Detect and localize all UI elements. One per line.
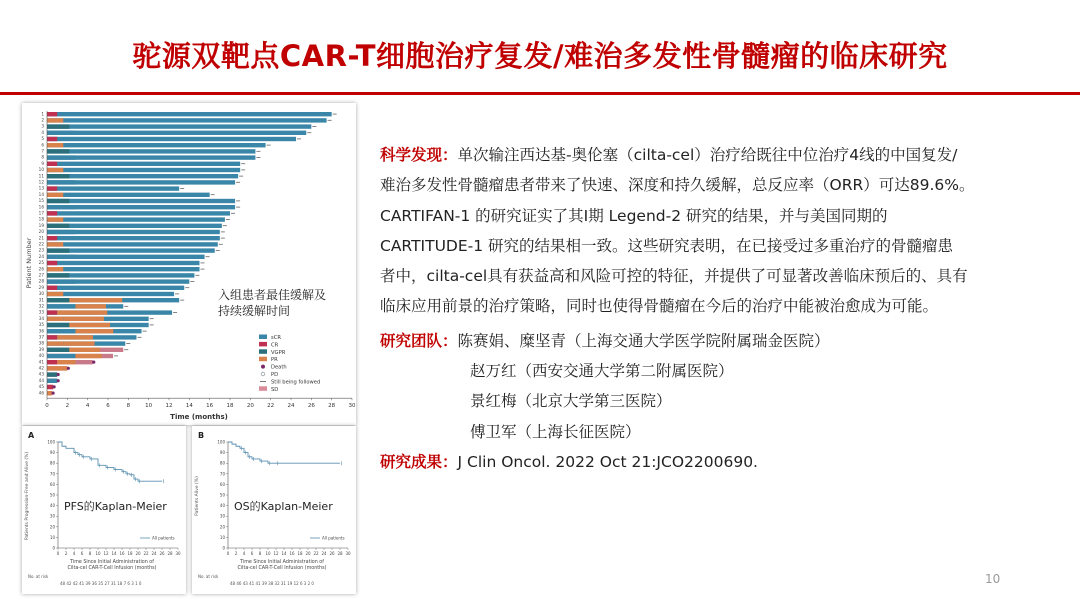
- swimmer-bar-segment: [69, 298, 122, 302]
- swimmer-x-tick-label: 2: [65, 403, 70, 410]
- swimmer-bar-segment: [47, 310, 57, 314]
- km-x-tick-label: 0: [56, 551, 60, 556]
- swimmer-row-number: 27: [38, 272, 44, 278]
- km-x-tick-label: 30: [175, 551, 181, 556]
- swimmer-bar-segment: [47, 211, 57, 215]
- team-member-2: 赵万红（西安交通大学第二附属医院）: [470, 362, 734, 381]
- swimmer-bar: [47, 174, 238, 178]
- swimmer-plot-figure: [22, 103, 356, 425]
- swimmer-bar: [47, 162, 240, 166]
- swimmer-bar: [47, 236, 220, 240]
- swimmer-row-number: 39: [38, 346, 44, 352]
- swimmer-x-tick-label: 20: [246, 403, 254, 410]
- swimmer-bar-segment: [47, 236, 57, 240]
- swimmer-death-marker: [51, 392, 54, 395]
- swimmer-row-number: 20: [38, 229, 44, 235]
- swimmer-row-number: 31: [38, 297, 44, 303]
- swimmer-row-number: 34: [38, 315, 44, 321]
- km-x-tick-label: 28: [337, 551, 343, 556]
- km-legend-label: All patients: [322, 535, 345, 541]
- swimmer-bar-segment: [47, 286, 57, 290]
- swimmer-bar-segment: [47, 317, 63, 321]
- swimmer-row-number: 10: [38, 167, 44, 173]
- swimmer-bar: [47, 242, 218, 246]
- swimmer-bar-segment: [75, 304, 106, 308]
- swimmer-bar-segment: [47, 242, 63, 246]
- km-y-label: Patients Progression-Free and Alive (%): [25, 451, 30, 541]
- swimmer-bar-segment: [47, 261, 57, 265]
- km-x-tick-label: 2: [64, 551, 68, 556]
- swimmer-row-number: 24: [38, 253, 44, 259]
- swimmer-bar-segment: [47, 279, 75, 283]
- swimmer-bar: [47, 112, 332, 116]
- swimmer-x-tick-label: 18: [226, 403, 234, 410]
- swimmer-annotation-line2: 持续缓解时间: [218, 304, 291, 318]
- km-panel-label: A: [28, 431, 35, 440]
- finding-line-5: 者中，cilta-cel具有获益高和风险可控的特征，并提供了可显著改善临床预后的、具有: [380, 267, 968, 286]
- swimmer-legend-label: SD: [271, 386, 279, 393]
- km-x-tick-label: 10: [95, 551, 101, 556]
- swimmer-bar-segment: [47, 131, 75, 135]
- team-line-1: [380, 326, 1060, 356]
- km-x-tick-label: 14: [111, 551, 117, 556]
- swimmer-row-number: 26: [38, 266, 44, 272]
- swimmer-bar-segment: [63, 341, 94, 345]
- swimmer-bar-segment: [57, 335, 93, 339]
- swimmer-row-number: 35: [38, 322, 44, 328]
- km-x-tick-label: 24: [321, 551, 327, 556]
- swimmer-bar-segment: [47, 255, 75, 259]
- swimmer-bar-segment: [47, 155, 75, 159]
- km-y-tick-label: 10: [49, 534, 55, 540]
- km-y-tick-label: 30: [49, 513, 55, 519]
- km-pfs-chart: [22, 426, 186, 594]
- swimmer-legend-label: PR: [271, 357, 278, 364]
- swimmer-bar-segment: [47, 124, 69, 128]
- km-y-tick-label: 50: [49, 492, 55, 498]
- swimmer-row-number: 45: [38, 384, 44, 390]
- swimmer-legend-swatch: [259, 335, 267, 340]
- km-at-risk: 48 42 42 41 39 36 35 27 31 18 7 6 3 1 0: [60, 581, 142, 586]
- swimmer-bar-segment: [63, 317, 104, 321]
- swimmer-bar: [47, 193, 210, 197]
- finding-line-3: CARTIFAN-1 的研究证实了其Ⅰ期 Legend-2 研究的结果，并与美国同期的: [380, 206, 888, 225]
- swimmer-bar: [47, 248, 215, 252]
- swimmer-bar: [47, 199, 235, 203]
- swimmer-bar-segment: [47, 348, 69, 352]
- result-line: [380, 447, 1060, 477]
- swimmer-bar: [47, 155, 255, 159]
- swimmer-bar: [47, 168, 240, 172]
- swimmer-row-number: 4: [41, 129, 44, 135]
- swimmer-bar-segment: [47, 205, 75, 209]
- swimmer-x-tick-label: 10: [145, 403, 153, 410]
- swimmer-y-label: Patient Number: [25, 237, 33, 289]
- km-y-tick-label: 100: [217, 439, 225, 445]
- swimmer-row-number: 42: [38, 365, 44, 371]
- km-survival-curve: [58, 442, 162, 481]
- swimmer-row-number: 14: [38, 191, 44, 197]
- swimmer-bar: [47, 267, 200, 271]
- km-at-risk-label: No. at risk: [28, 574, 49, 579]
- swimmer-bar-segment: [47, 354, 75, 358]
- swimmer-row-number: 46: [38, 390, 44, 396]
- km-panel-label: B: [198, 431, 205, 440]
- swimmer-bar-segment: [47, 323, 69, 327]
- swimmer-bar-segment: [47, 360, 57, 364]
- finding-line-4: CARTITUDE-1 研究的结果相一致。这些研究表明，在已接受过多重治疗的骨髓瘤患: [380, 236, 954, 255]
- swimmer-bar-segment: [47, 385, 53, 389]
- swimmer-row-number: 16: [38, 204, 44, 210]
- swimmer-bar-segment: [63, 366, 67, 370]
- title-divider: [0, 92, 1080, 95]
- km-legend-label: All patients: [152, 535, 175, 541]
- swimmer-bar-segment: [47, 273, 69, 277]
- swimmer-bar: [47, 217, 225, 221]
- swimmer-bar-segment: [47, 193, 63, 197]
- swimmer-bar-segment: [47, 379, 57, 383]
- swimmer-x-tick-label: 4: [85, 403, 90, 410]
- km-y-tick-label: 70: [219, 471, 225, 477]
- swimmer-bar-segment: [47, 137, 57, 141]
- swimmer-row-number: 38: [38, 340, 44, 346]
- km-x-tick-label: 12: [103, 551, 109, 556]
- swimmer-row-number: 9: [41, 160, 44, 166]
- km-x-tick-label: 0: [226, 551, 230, 556]
- team-label: 研究团队：: [380, 331, 458, 350]
- swimmer-row-number: 23: [38, 247, 44, 253]
- swimmer-bar-segment: [47, 174, 69, 178]
- km-x-tick-label: 2: [234, 551, 238, 556]
- team-member-1: 陈赛娟、糜坚青（上海交通大学医学院附属瑞金医院）: [457, 331, 830, 350]
- swimmer-legend-label: CR: [271, 342, 279, 349]
- team-member-4: 傅卫军（上海长征医院）: [470, 422, 641, 441]
- km-x-tick-label: 20: [305, 551, 311, 556]
- swimmer-x-tick-label: 14: [185, 403, 193, 410]
- swimmer-legend-label: Still being followed: [271, 379, 321, 386]
- km-y-tick-label: 60: [219, 481, 225, 487]
- swimmer-bar-segment: [47, 366, 63, 370]
- swimmer-row-number: 6: [41, 142, 44, 148]
- km-x-tick-label: 30: [345, 551, 351, 556]
- swimmer-bar: [47, 261, 200, 265]
- km-y-tick-label: 10: [219, 534, 225, 540]
- swimmer-legend-label: sCR: [271, 335, 281, 341]
- swimmer-bar: [47, 131, 306, 135]
- swimmer-x-tick-label: 16: [206, 403, 214, 410]
- swimmer-row-number: 21: [38, 235, 44, 241]
- km-at-risk-label: No. at risk: [198, 574, 219, 579]
- swimmer-plot-chart: [22, 103, 356, 425]
- swimmer-row-number: 11: [38, 173, 44, 179]
- km-x-label-line2: Cilta-cel CAR-T-Cell Infusion (months): [67, 566, 157, 571]
- swimmer-row-number: 32: [38, 303, 44, 309]
- finding-line-1: [380, 140, 1060, 170]
- km-x-tick-label: 12: [273, 551, 279, 556]
- swimmer-row-number: 25: [38, 260, 44, 266]
- swimmer-legend-swatch: [261, 365, 265, 369]
- km-y-tick-label: 50: [219, 492, 225, 498]
- km-y-tick-label: 20: [219, 524, 225, 530]
- swimmer-row-number: 22: [38, 241, 44, 247]
- swimmer-legend-swatch: [259, 349, 267, 354]
- km-x-tick-label: 26: [159, 551, 165, 556]
- swimmer-bar-segment: [47, 372, 57, 376]
- swimmer-bar-segment: [47, 186, 57, 190]
- km-y-tick-label: 20: [49, 524, 55, 530]
- swimmer-row-number: 5: [41, 136, 44, 142]
- swimmer-legend-swatch: [259, 386, 267, 391]
- finding-line-6: 临床应用前景的治疗策略，同时也使得骨髓瘤在今后的治疗中能被治愈成为可能。: [380, 297, 939, 316]
- km-y-tick-label: 0: [222, 545, 225, 551]
- swimmer-bar-segment: [47, 168, 63, 172]
- swimmer-bar-segment: [47, 298, 69, 302]
- swimmer-bar-segment: [47, 329, 75, 333]
- swimmer-death-marker: [57, 373, 60, 376]
- swimmer-row-number: 17: [38, 210, 44, 216]
- swimmer-row-number: 12: [38, 179, 44, 185]
- km-os-figure: [192, 426, 356, 594]
- swimmer-bar-segment: [47, 112, 57, 116]
- finding-text-1: 单次输注西达基-奥伦塞（cilta-cel）治疗给既往中位治疗4线的中国复发/: [457, 146, 958, 164]
- result-text: J Clin Oncol. 2022 Oct 21:JCO2200690.: [457, 452, 758, 471]
- slide-title: 驼源双靶点CAR-T细胞治疗复发/难治多发性骨髓瘤的临床研究: [132, 39, 948, 73]
- km-x-tick-label: 6: [80, 551, 84, 556]
- swimmer-bar-segment: [47, 118, 63, 122]
- swimmer-row-number: 2: [41, 117, 44, 123]
- swimmer-bar-segment: [75, 354, 101, 358]
- swimmer-legend-label: Death: [271, 364, 287, 371]
- swimmer-bar-segment: [57, 360, 75, 364]
- page-number: 10: [985, 572, 1001, 586]
- swimmer-x-tick-label: 22: [267, 403, 275, 410]
- swimmer-bar-segment: [47, 267, 63, 271]
- swimmer-row-number: 29: [38, 284, 44, 290]
- swimmer-row-number: 41: [38, 359, 44, 365]
- km-at-risk: 48 46 43 41 41 39 38 32 31 19 12 6 3 2 0: [230, 581, 314, 586]
- swimmer-row-number: 43: [38, 371, 44, 377]
- swimmer-death-marker: [53, 385, 56, 388]
- finding-label: 科学发现：: [380, 146, 458, 164]
- swimmer-bar-segment: [75, 329, 113, 333]
- km-caption: OS的Kaplan-Meier: [234, 500, 333, 513]
- swimmer-x-tick-label: 0: [45, 403, 49, 410]
- swimmer-bar-segment: [47, 217, 63, 221]
- km-y-tick-label: 60: [49, 481, 55, 487]
- swimmer-row-number: 44: [38, 377, 44, 383]
- km-y-tick-label: 0: [52, 545, 55, 551]
- swimmer-bar-segment: [47, 149, 69, 153]
- swimmer-row-number: 28: [38, 278, 44, 284]
- swimmer-x-tick-label: 30: [348, 403, 356, 410]
- research-summary: [380, 140, 1060, 477]
- swimmer-bar-segment: [69, 348, 100, 352]
- km-y-tick-label: 90: [49, 450, 55, 456]
- swimmer-x-tick-label: 12: [165, 403, 173, 410]
- swimmer-bar-segment: [47, 199, 69, 203]
- swimmer-bar-segment: [47, 230, 75, 234]
- swimmer-bar: [47, 211, 230, 215]
- swimmer-bar-segment: [47, 292, 63, 296]
- km-x-tick-label: 26: [329, 551, 335, 556]
- km-x-tick-label: 24: [151, 551, 157, 556]
- swimmer-x-tick-label: 28: [328, 403, 336, 410]
- swimmer-row-number: 8: [41, 154, 44, 160]
- km-y-tick-label: 80: [49, 460, 55, 466]
- km-y-tick-label: 30: [219, 513, 225, 519]
- swimmer-bar: [47, 149, 255, 153]
- swimmer-bar: [47, 224, 222, 228]
- km-x-tick-label: 8: [88, 551, 92, 556]
- km-y-tick-label: 100: [47, 439, 55, 445]
- swimmer-row-number: 13: [38, 185, 44, 191]
- swimmer-bar-segment: [47, 180, 75, 184]
- swimmer-bar-segment: [69, 323, 110, 327]
- km-x-tick-label: 22: [313, 551, 319, 556]
- km-x-tick-label: 4: [242, 551, 246, 556]
- km-x-tick-label: 18: [297, 551, 303, 556]
- finding-line-2: 难治多发性骨髓瘤患者带来了快速、深度和持久缓解，总反应率（ORR）可达89.6%。: [380, 176, 975, 195]
- swimmer-bar-segment: [47, 335, 57, 339]
- swimmer-bar: [47, 137, 296, 141]
- swimmer-legend-swatch: [261, 372, 265, 376]
- swimmer-bar-segment: [57, 310, 107, 314]
- swimmer-death-marker: [57, 379, 60, 382]
- km-x-tick-label: 8: [258, 551, 262, 556]
- km-x-tick-label: 14: [281, 551, 287, 556]
- km-x-label-line1: Time Since Initial Administration of: [70, 560, 154, 565]
- swimmer-row-number: 36: [38, 328, 44, 334]
- swimmer-bar-segment: [47, 224, 69, 228]
- km-caption: PFS的Kaplan-Meier: [64, 500, 167, 513]
- km-x-tick-label: 22: [143, 551, 149, 556]
- swimmer-bar: [47, 292, 174, 296]
- swimmer-row-number: 37: [38, 334, 44, 340]
- swimmer-bar-segment: [47, 341, 63, 345]
- km-y-label: Patients Alive (%): [195, 476, 200, 516]
- swimmer-x-tick-label: 6: [106, 403, 110, 410]
- km-y-tick-label: 90: [219, 450, 225, 456]
- swimmer-row-number: 40: [38, 353, 44, 359]
- swimmer-bar: [47, 286, 184, 290]
- km-os-chart: [192, 426, 356, 594]
- swimmer-bar: [47, 143, 266, 147]
- km-x-tick-label: 20: [135, 551, 141, 556]
- km-y-tick-label: 40: [219, 503, 225, 509]
- swimmer-bar-segment: [47, 143, 63, 147]
- swimmer-death-marker: [67, 367, 70, 370]
- swimmer-bar: [47, 118, 327, 122]
- km-x-tick-label: 18: [127, 551, 133, 556]
- km-x-tick-label: 16: [119, 551, 125, 556]
- km-y-tick-label: 40: [49, 503, 55, 509]
- team-member-3: 景红梅（北京大学第三医院）: [470, 392, 672, 411]
- km-x-label-line1: Time Since Initial Administration of: [240, 560, 324, 565]
- km-x-label-line2: Cilta-cel CAR-T-Cell Infusion (months): [237, 566, 327, 571]
- swimmer-legend-label: VGPR: [271, 349, 286, 356]
- swimmer-bar-segment: [47, 162, 57, 166]
- swimmer-bar-segment: [47, 248, 69, 252]
- swimmer-row-number: 33: [38, 309, 44, 315]
- km-y-tick-label: 70: [49, 471, 55, 477]
- swimmer-x-tick-label: 26: [307, 403, 315, 410]
- swimmer-row-number: 18: [38, 216, 44, 222]
- swimmer-row-number: 19: [38, 222, 44, 228]
- swimmer-row-number: 1: [41, 111, 44, 117]
- swimmer-bar-segment: [47, 304, 75, 308]
- swimmer-bar: [47, 186, 179, 190]
- swimmer-x-tick-label: 24: [287, 403, 295, 410]
- swimmer-annotation-line1: 入组患者最佳缓解及: [218, 288, 327, 302]
- swimmer-row-number: 3: [41, 123, 44, 129]
- swimmer-legend-swatch: [259, 357, 267, 362]
- swimmer-bar: [47, 124, 311, 128]
- km-x-tick-label: 4: [72, 551, 76, 556]
- swimmer-bar-segment: [47, 391, 52, 395]
- swimmer-row-number: 30: [38, 291, 44, 297]
- swimmer-death-marker: [92, 361, 95, 364]
- result-label: 研究成果：: [380, 452, 458, 471]
- km-x-tick-label: 16: [289, 551, 295, 556]
- km-y-tick-label: 80: [219, 460, 225, 466]
- swimmer-legend-swatch: [259, 342, 267, 347]
- km-x-tick-label: 6: [250, 551, 254, 556]
- swimmer-legend-label: PD: [271, 372, 279, 378]
- km-x-tick-label: 10: [265, 551, 271, 556]
- swimmer-row-number: 7: [41, 148, 44, 154]
- km-x-tick-label: 28: [167, 551, 173, 556]
- km-pfs-figure: [22, 426, 186, 594]
- swimmer-x-tick-label: 8: [126, 403, 131, 410]
- km-survival-curve: [228, 442, 340, 463]
- swimmer-x-label: Time (months): [170, 413, 228, 421]
- swimmer-row-number: 15: [38, 198, 44, 204]
